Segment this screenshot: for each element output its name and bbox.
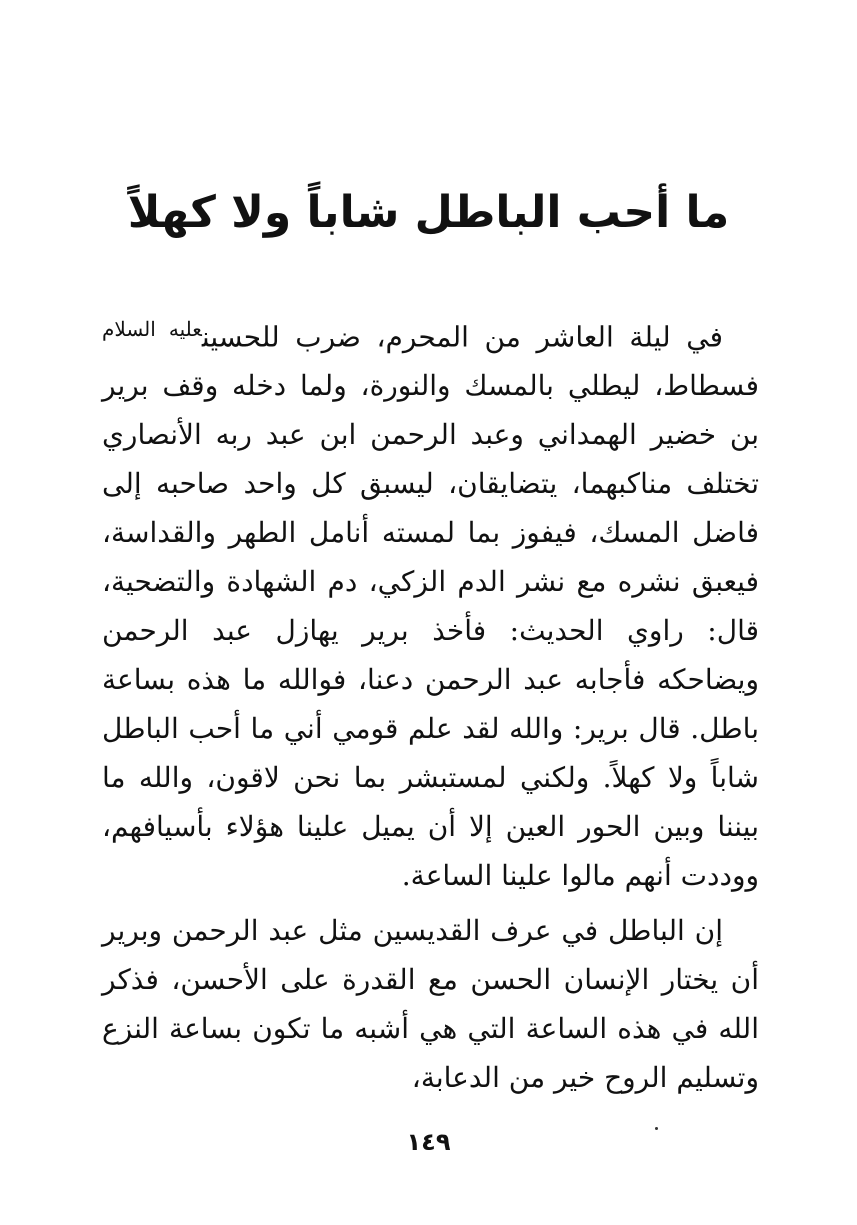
body-text [102,305,759,1102]
paragraph-1-opening: في ليلة العاشر من المحرم، ضرب للحسين [201,320,723,354]
paragraph-1 [102,305,759,900]
page-number: ١٤٩ [406,1128,451,1156]
paragraph-1-continuation: فسطاط، ليطلي بالمسك والنورة، ولما دخله وقف برير بن خضير الهمداني وعبد الرحمن ابن عبد ربه الأنصاري تختلف مناكبهما، يتضايقان، ليسبق كل واحد صاحبه إلى فاضل المسك، فيفوز بما لمسته أنامل الطهر والقداسة، فيعبق نشره مع نشر الدم الزكي، دم الشهادة والتضحية، قال: راوي الحديث: فأخذ برير يهازل عبد الرحمن ويضاحكه فأجابه عبد الرحمن دعنا، فوالله ما هذه بساعة باطل. قال برير: والله لقد علم قومي أني ما أحب الباطل شاباً ولا كهلاً. ولكني لمستبشر بما نحن لاقون، والله ما بيننا وبين الحور العين إلا أن يميل علينا هؤلاء بأسيافهم، ووددت أنهم مالوا علينا الساعة. [102,369,759,893]
chapter-title: ما أحب الباطل شاباً ولا كهلاً [127,187,730,238]
honorific-glyph: عليه السلام [102,317,202,341]
paragraph-2: إن الباطل في عرف القديسين مثل عبد الرحمن وبرير أن يختار الإنسان الحسن مع القدرة على الأحسن، فذكر الله في هذه الساعة التي هي أشبه ما تكون بساعة النزع وتسليم الروح خير من الدعابة، [102,914,759,1095]
